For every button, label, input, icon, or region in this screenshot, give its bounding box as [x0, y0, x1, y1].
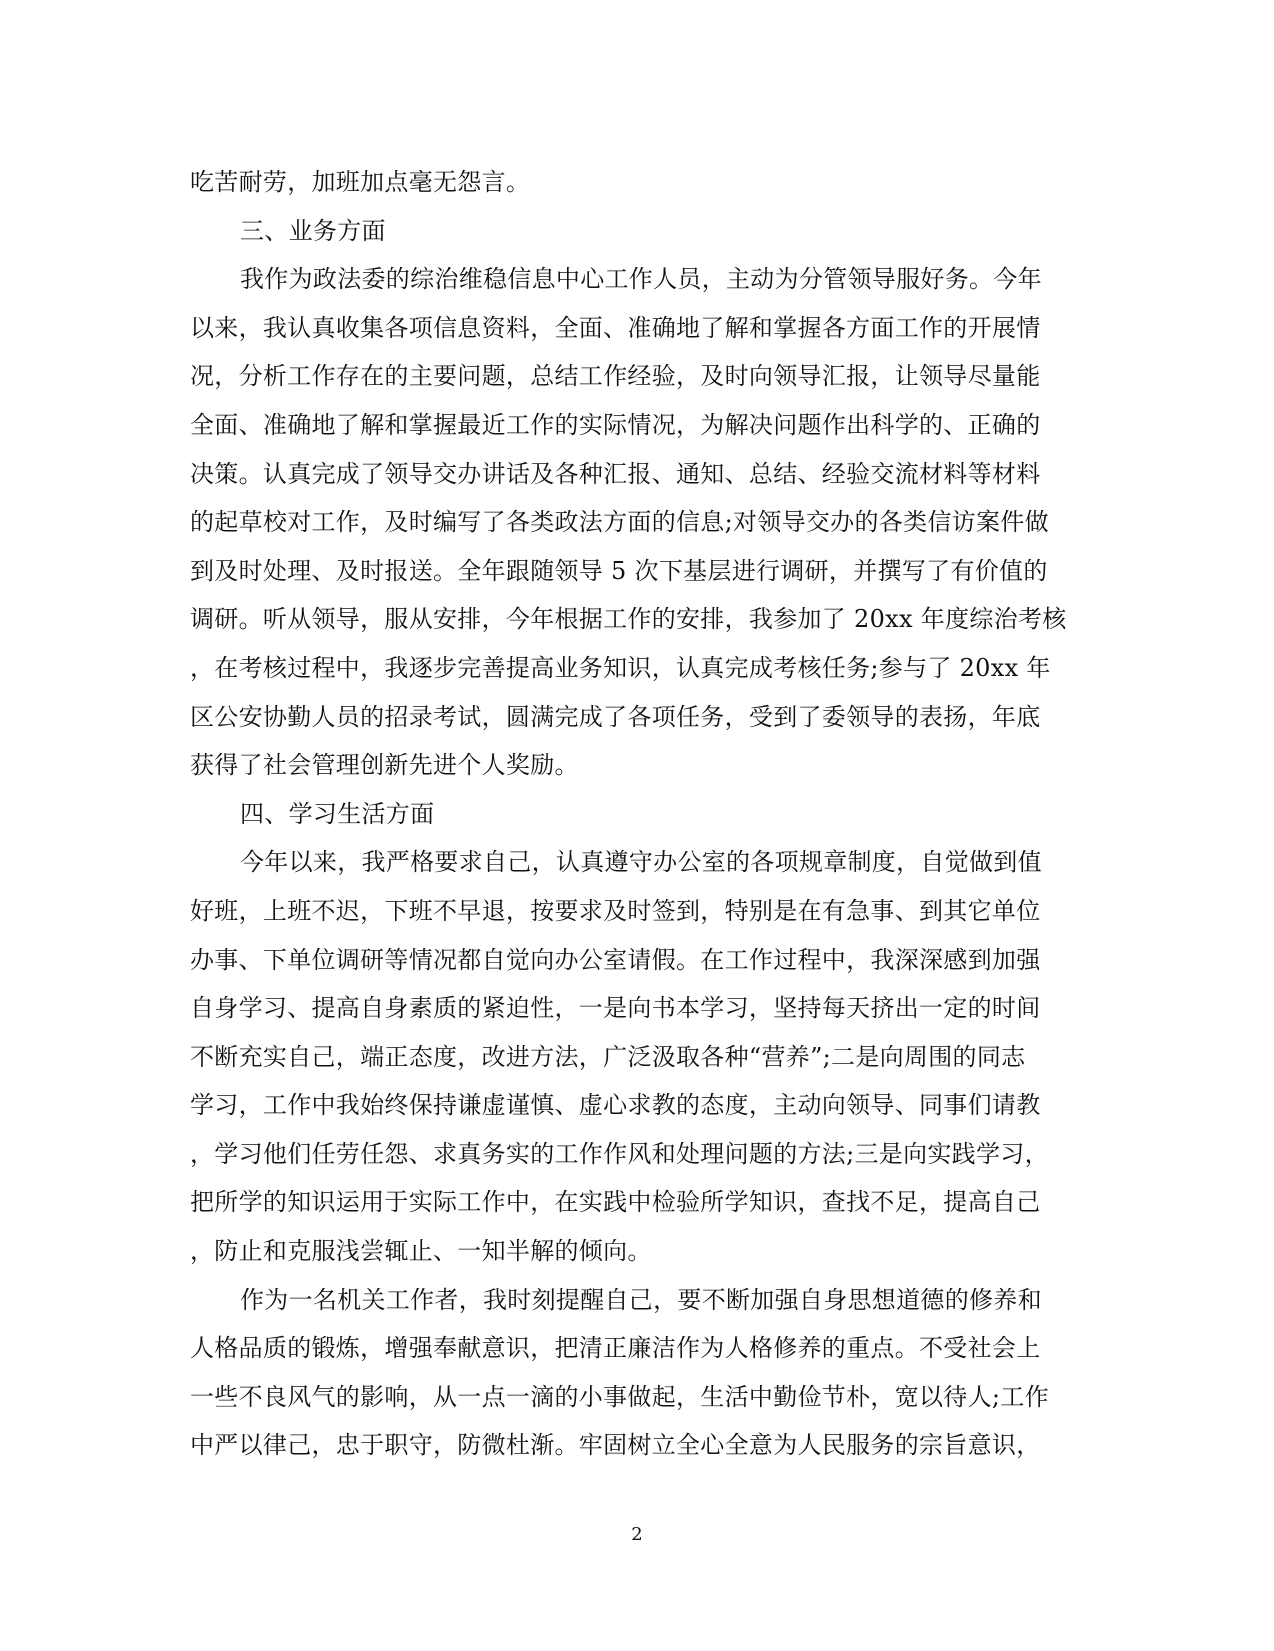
- text-line: 以来，我认真收集各项信息资料，全面、准确地了解和掌握各方面工作的开展情: [190, 313, 1041, 342]
- text-line: 人格品质的锻炼，增强奉献意识，把清正廉洁作为人格修养的重点。不受社会上: [190, 1334, 1041, 1363]
- text-line: 把所学的知识运用于实际工作中，在实践中检验所学知识，查找不足，提高自己: [190, 1188, 1041, 1217]
- text-line: 学习，工作中我始终保持谦虚谨慎、虚心求教的态度，主动向领导、同事们请教: [190, 1091, 1041, 1120]
- text-line: 自身学习、提高自身素质的紧迫性，一是向书本学习，坚持每天挤出一定的时间: [190, 994, 1041, 1023]
- text-line: 四、学习生活方面: [240, 799, 435, 828]
- text-line: 三、业务方面: [240, 216, 386, 245]
- text-line: 一些不良风气的影响，从一点一滴的小事做起，生活中勤俭节朴，宽以待人;工作: [190, 1382, 1049, 1411]
- text-line: 获得了社会管理创新先进个人奖励。: [190, 751, 579, 780]
- document-body: [190, 158, 1083, 1470]
- page-number: 2: [631, 1524, 643, 1545]
- text-line: 调研。听从领导，服从安排，今年根据工作的安排，我参加了 20xx 年度综治考核: [190, 605, 1067, 634]
- text-line: 吃苦耐劳，加班加点毫无怨言。: [190, 168, 531, 196]
- text-line: 好班，上班不迟，下班不早退，按要求及时签到，特别是在有急事、到其它单位: [190, 896, 1041, 925]
- text-line: 全面、准确地了解和掌握最近工作的实际情况，为解决问题作出科学的、正确的: [190, 410, 1041, 439]
- text-line: ，在考核过程中，我逐步完善提高业务知识，认真完成考核任务;参与了 20xx 年: [190, 653, 1051, 682]
- text-line: 决策。认真完成了领导交办讲话及各种汇报、通知、总结、经验交流材料等材料: [190, 459, 1041, 488]
- text-line: 我作为政法委的综治维稳信息中心工作人员，主动为分管领导服好务。今年: [240, 265, 1042, 294]
- text-line: 中严以律己，忠于职守，防微杜渐。牢固树立全心全意为人民服务的宗旨意识，: [190, 1431, 1041, 1460]
- text-line: 办事、下单位调研等情况都自觉向办公室请假。在工作过程中，我深深感到加强: [190, 945, 1041, 974]
- text-line: 到及时处理、及时报送。全年跟随领导 5 次下基层进行调研，并撰写了有价值的: [190, 556, 1048, 585]
- text-line: 的起草校对工作，及时编写了各类政法方面的信息;对领导交办的各类信访案件做: [190, 508, 1049, 537]
- text-line: 今年以来，我严格要求自己，认真遵守办公室的各项规章制度，自觉做到值: [240, 848, 1042, 877]
- text-line: 况，分析工作存在的主要问题，总结工作经验，及时向领导汇报，让领导尽量能: [190, 362, 1041, 391]
- text-line: 作为一名机关工作者，我时刻提醒自己，要不断加强自身思想道德的修养和: [240, 1285, 1042, 1314]
- text-line: 区公安协勤人员的招录考试，圆满完成了各项任务，受到了委领导的表扬，年底: [190, 702, 1041, 731]
- text-line: ，防止和克服浅尝辄止、一知半解的倾向。: [190, 1237, 652, 1266]
- text-line: 不断充实自己，端正态度，改进方法，广泛汲取各种“营养”;二是向周围的同志: [190, 1042, 1026, 1071]
- text-line: ，学习他们任劳任怨、求真务实的工作作风和处理问题的方法;三是向实践学习，: [190, 1139, 1049, 1168]
